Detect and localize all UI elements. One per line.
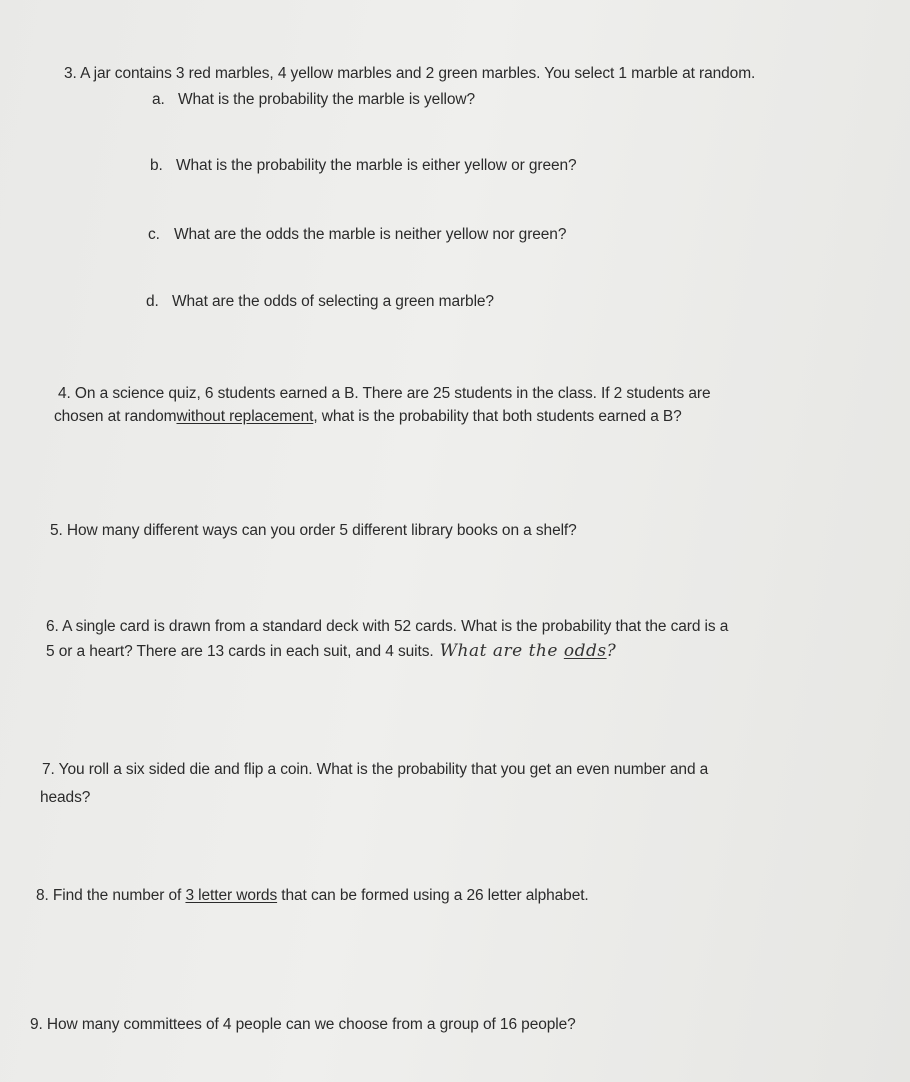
question-3b-label: b. [150,157,163,174]
question-3c [148,225,566,245]
question-7-line-2: heads? [40,789,91,806]
question-3d [146,292,494,312]
question-3b [150,156,577,176]
question-3-stem: 3. A jar contains 3 red marbles, 4 yellow marbles and 2 green marbles. You select 1 marble at random. [64,65,756,82]
question-3d-text: What are the odds of selecting a green marble? [172,293,494,310]
handwritten-note: What are the odds? [439,641,617,661]
question-4-line-2-end: , what is the probability that both students earned a B? [313,408,682,425]
question-3c-text: What are the odds the marble is neither yellow nor green? [174,226,567,243]
question-6-line-2 [46,641,616,662]
question-7-line-1: 7. You roll a six sided die and flip a coin. What is the probability that you get an even number and a [42,761,709,778]
question-6-line-1: 6. A single card is drawn from a standard deck with 52 cards. What is the probability that the card is a [46,618,729,635]
question-3a-text: What is the probability the marble is yellow? [178,91,476,108]
question-8 [36,886,589,906]
question-3c-label: c. [148,226,160,243]
question-3d-label: d. [146,293,159,310]
question-4-underlined-phrase: without replacement [176,408,314,425]
question-3a-label: a. [152,91,165,108]
question-8-underlined-phrase: 3 letter words [185,887,278,904]
question-6-line-2-text: 5 or a heart? There are 13 cards in each suit, and 4 suits. [46,643,434,660]
question-9: 9. How many committees of 4 people can we choose from a group of 16 people? [30,1016,576,1033]
question-3b-text: What is the probability the marble is either yellow or green? [176,157,577,174]
question-8-start: 8. Find the number of [36,887,186,904]
question-3a [152,90,475,110]
question-4-line-2 [54,407,682,427]
question-4-line-1: 4. On a science quiz, 6 students earned a B. There are 25 students in the class. If 2 students are [58,385,711,402]
question-8-end: that can be formed using a 26 letter alphabet. [277,887,589,904]
question-4-line-2-start: chosen at random [54,408,177,425]
question-5: 5. How many different ways can you order 5 different library books on a shelf? [50,522,577,539]
